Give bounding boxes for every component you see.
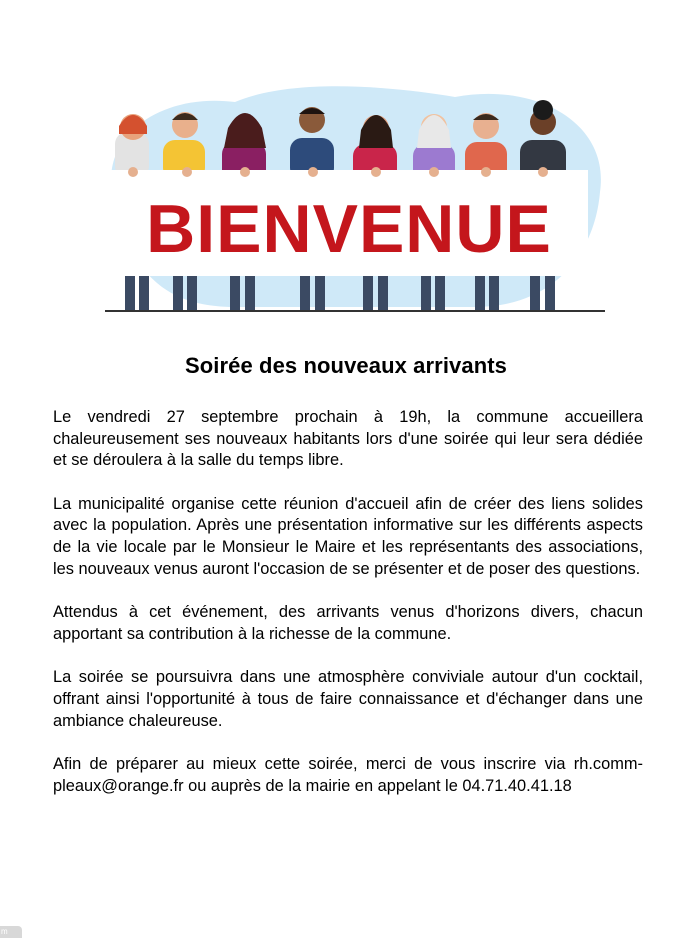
corner-badge: m xyxy=(0,926,22,938)
paragraph-attendees: Attendus à cet événement, des arrivants venus d'horizons divers, chacun apportant sa contribution à la richesse de la commune. xyxy=(53,603,643,643)
paragraph-registration: Afin de préparer au mieux cette soirée, merci de vous inscrire via rh.comm-pleaux@orange.fr ou auprès de la mairie en appelant le 04.71.40.41.18 xyxy=(53,755,643,795)
article-body xyxy=(53,407,643,819)
paragraph-date: Le vendredi 27 septembre prochain à 19h, la commune accueillera chaleureusement ses nouveaux habitants lors d'une soirée qui leur sera dédiée et se déroulera à la salle du temps libre. xyxy=(53,408,643,470)
paragraph-organisation: La municipalité organise cette réunion d'accueil afin de créer des liens solides avec la population. Après une présentation informative sur les différents aspects de la vie locale par le Monsieur le Maire et les représentants des associations, les nouveaux venus auront l'occasion de se présenter et de poser des questions. xyxy=(53,494,643,578)
article-title: Soirée des nouveaux arrivants xyxy=(184,353,508,378)
welcome-word: BIENVENUE xyxy=(146,191,552,267)
paragraph-cocktail: La soirée se poursuivra dans une atmosphère conviviale autour d'un cocktail, offrant ainsi l'opportunité à tous de faire connaissance et d'échanger dans une ambiance chaleureuse. xyxy=(53,668,643,730)
welcome-banner-illustration xyxy=(95,82,615,322)
